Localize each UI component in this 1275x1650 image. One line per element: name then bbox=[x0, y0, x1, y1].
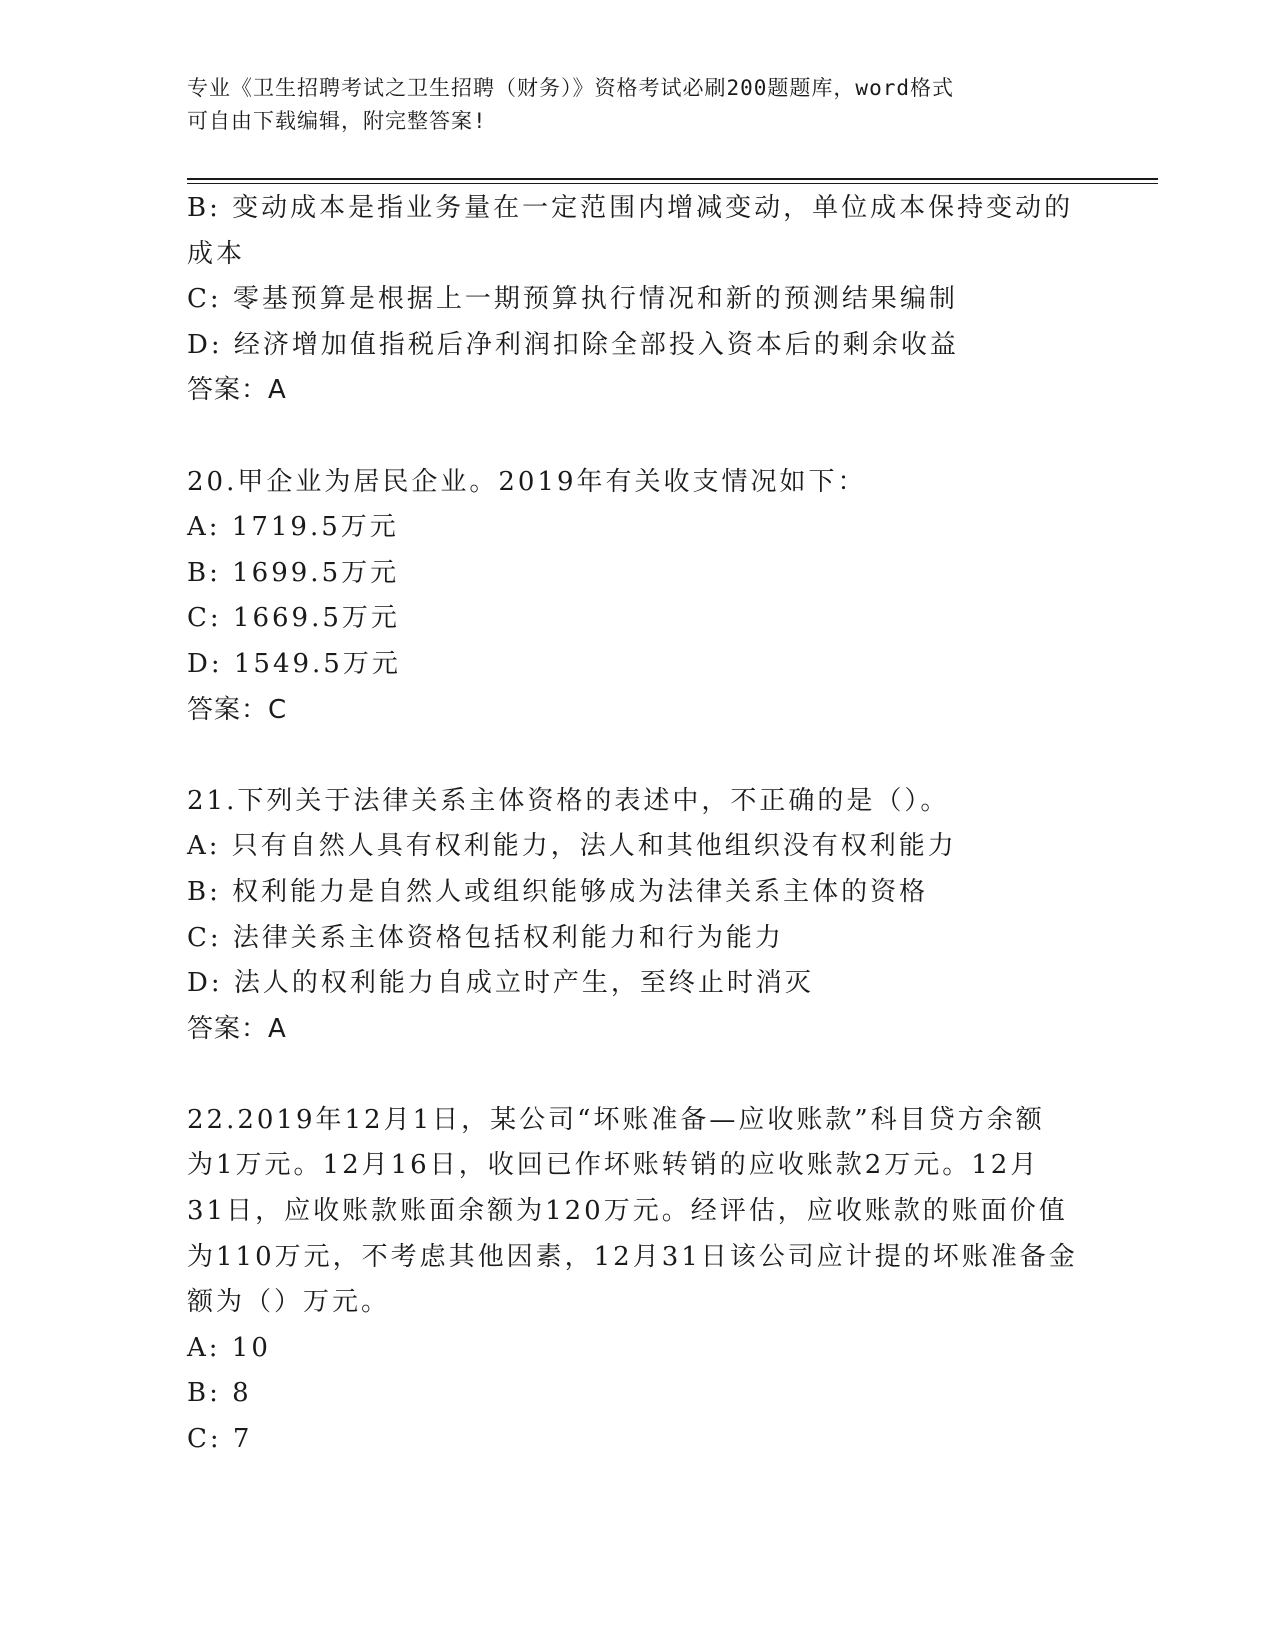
answer: 答案：A bbox=[187, 1013, 287, 1044]
option-d: D: 1549.5万元 bbox=[187, 648, 401, 679]
option-d: D: 经济增加值指税后净利润扣除全部投入资本后的剩余收益 bbox=[187, 329, 959, 360]
option-c: C: 1669.5万元 bbox=[187, 603, 400, 634]
spacer bbox=[187, 1052, 1087, 1098]
question-stem: 20.甲企业为居民企业。2019年有关收支情况如下： bbox=[187, 466, 867, 497]
option-a: A: 1719.5万元 bbox=[187, 512, 399, 543]
option-b-line-1: B: 变动成本是指业务量在一定范围内增减变动，单位成本保持变动的 bbox=[187, 193, 1074, 223]
option-a: A: 只有自然人具有权利能力，法人和其他组织没有权利能力 bbox=[187, 831, 957, 862]
option-b: B: 1699.5万元 bbox=[187, 557, 400, 588]
document-header bbox=[187, 72, 1087, 138]
option-b: B: 权利能力是自然人或组织能够成为法律关系主体的资格 bbox=[187, 876, 929, 907]
spacer bbox=[187, 733, 1087, 779]
option-a: A: 10 bbox=[187, 1332, 271, 1363]
option-c: C: 法律关系主体资格包括权利能力和行为能力 bbox=[187, 922, 784, 953]
document-body bbox=[187, 186, 1087, 1463]
option-c: C: 7 bbox=[187, 1424, 253, 1455]
spacer bbox=[187, 414, 1087, 460]
answer: 答案：A bbox=[187, 375, 287, 406]
question-22-block bbox=[187, 1098, 1087, 1463]
answer: 答案：C bbox=[187, 694, 288, 725]
header-divider-thick bbox=[187, 178, 1158, 180]
question-20-block bbox=[187, 460, 1087, 734]
header-title-line-2: 可自由下载编辑，附完整答案! bbox=[187, 109, 487, 133]
question-stem-line-4: 为110万元，不考虑其他因素，12月31日该公司应计提的坏账准备金 bbox=[187, 1241, 1078, 1272]
header-title-line-1: 专业《卫生招聘考试之卫生招聘（财务）》资格考试必刷200题题库，word格式 bbox=[187, 76, 954, 100]
question-stem: 21.下列关于法律关系主体资格的表述中，不正确的是（）。 bbox=[187, 785, 950, 816]
option-b-line-2: 成本 bbox=[187, 238, 246, 269]
header-divider-thin bbox=[187, 183, 1158, 184]
option-c: C: 零基预算是根据上一期预算执行情况和新的预测结果编制 bbox=[187, 284, 958, 315]
question-stem-line-5: 额为（）万元。 bbox=[187, 1287, 391, 1318]
previous-question-block bbox=[187, 186, 1087, 414]
question-stem-line-2: 为1万元。12月16日，收回已作坏账转销的应收账款2万元。12月 bbox=[187, 1150, 1040, 1181]
option-d: D: 法人的权利能力自成立时产生，至终止时消灭 bbox=[187, 968, 814, 999]
question-21-block bbox=[187, 779, 1087, 1053]
option-b: B: 8 bbox=[187, 1378, 252, 1409]
question-stem-line-1: 22.2019年12月1日，某公司“坏账准备—应收账款”科目贷方余额 bbox=[187, 1104, 1045, 1135]
question-stem-line-3: 31日，应收账款账面余额为120万元。经评估，应收账款的账面价值 bbox=[187, 1196, 1068, 1227]
